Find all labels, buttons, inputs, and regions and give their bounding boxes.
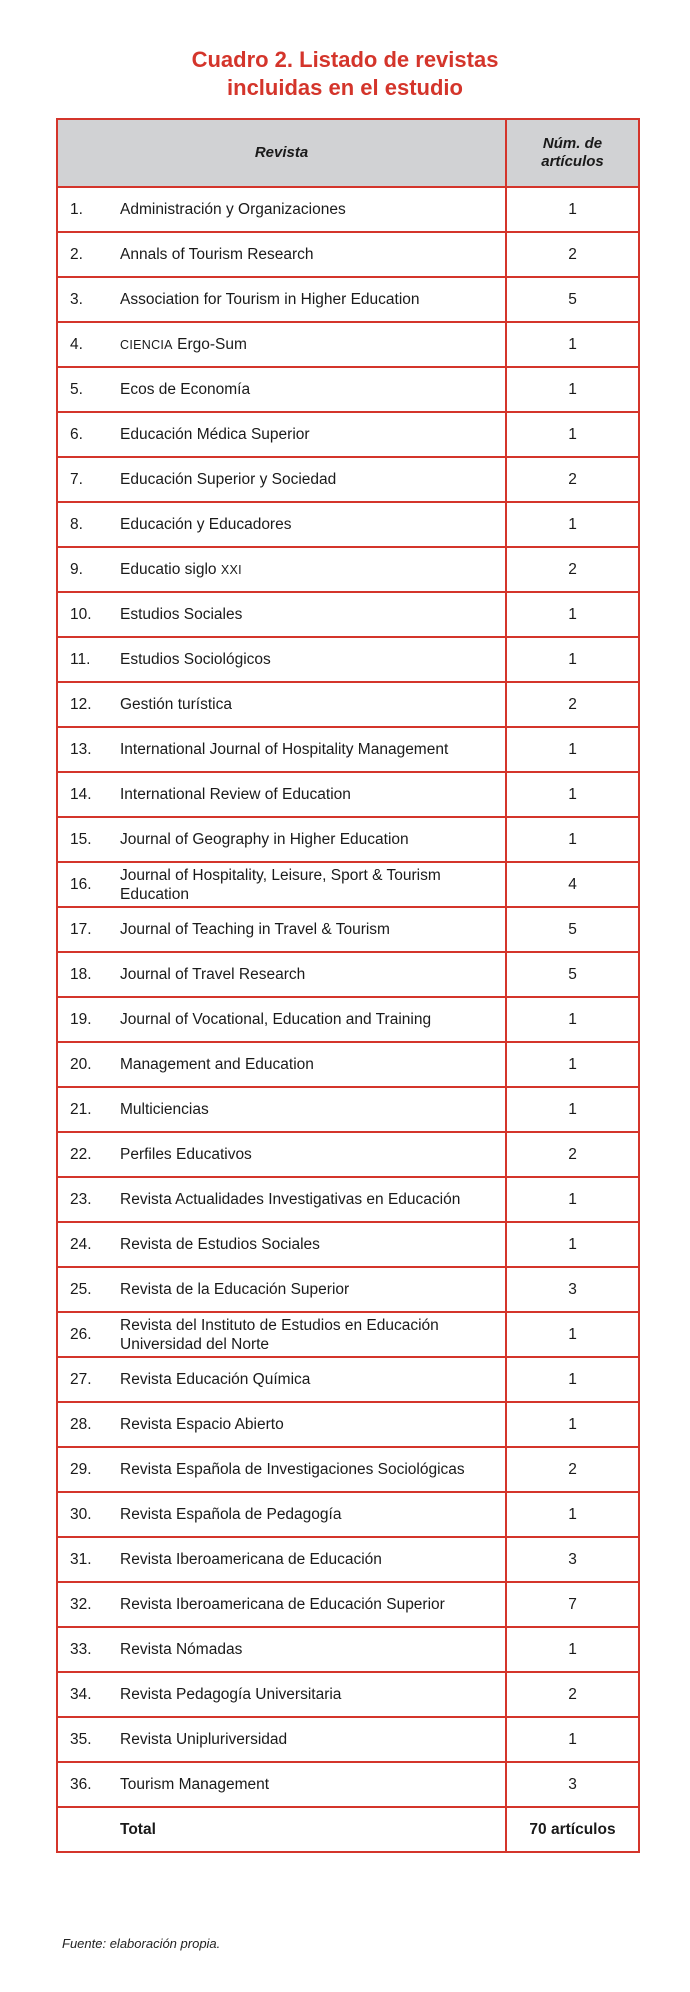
row-index: 16.	[70, 876, 92, 893]
article-count: 1	[506, 1627, 639, 1672]
journal-name-text: Revista Unipluriversidad	[120, 1731, 288, 1748]
row-index: 14.	[70, 786, 92, 803]
journal-name-text: Revista Educación Química	[120, 1371, 311, 1388]
journal-cell	[57, 1762, 506, 1807]
header-revista: Revista	[57, 119, 506, 187]
journal-name-text: Ecos de Economía	[120, 381, 251, 398]
journal-name-text: Ergo-Sum	[172, 335, 247, 353]
table-row	[57, 907, 639, 952]
journal-name	[120, 1730, 505, 1749]
journal-name-text: Estudios Sociológicos	[120, 651, 271, 668]
row-index: 22.	[70, 1146, 92, 1163]
article-count: 5	[506, 907, 639, 952]
journal-cell	[57, 367, 506, 412]
journal-cell	[57, 1177, 506, 1222]
table-row	[57, 1312, 639, 1357]
article-count: 1	[506, 1492, 639, 1537]
journal-name-text: Perfiles Educativos	[120, 1146, 252, 1163]
journal-name-text: International Journal of Hospitality Management	[120, 741, 449, 758]
journal-name-text: Revista Nómadas	[120, 1641, 243, 1658]
journal-cell	[57, 232, 506, 277]
journal-cell	[57, 1132, 506, 1177]
article-count: 2	[506, 232, 639, 277]
journal-name-text: Estudios Sociales	[120, 606, 243, 623]
row-index: 23.	[70, 1191, 92, 1208]
article-count: 2	[506, 457, 639, 502]
table-row	[57, 1222, 639, 1267]
table-row	[57, 1627, 639, 1672]
row-index: 28.	[70, 1416, 92, 1433]
journal-cell	[57, 187, 506, 232]
table-title-line1: Cuadro 2. Listado de revistas	[191, 47, 499, 72]
total-value: 70 artículos	[506, 1807, 639, 1852]
total-label: Total	[120, 1821, 156, 1838]
article-count: 1	[506, 727, 639, 772]
journal-cell	[57, 1222, 506, 1267]
journal-cell	[57, 1042, 506, 1087]
journal-name-text: International Review of Education	[120, 786, 351, 803]
table-row	[57, 1492, 639, 1537]
journal-cell	[57, 547, 506, 592]
journal-name	[120, 560, 505, 580]
article-count: 3	[506, 1267, 639, 1312]
table-body	[57, 187, 639, 1852]
row-index: 24.	[70, 1236, 92, 1253]
journal-name	[120, 470, 505, 489]
journal-cell	[57, 1087, 506, 1132]
article-count: 2	[506, 1447, 639, 1492]
row-index: 11.	[70, 651, 91, 668]
row-index: 21.	[70, 1101, 92, 1118]
row-index: 13.	[70, 741, 92, 758]
row-index: 2.	[70, 246, 83, 263]
table-row	[57, 1042, 639, 1087]
journal-name-text: Revista Española de Pedagogía	[120, 1506, 342, 1523]
article-count: 1	[506, 502, 639, 547]
table-row	[57, 637, 639, 682]
journal-cell	[57, 1267, 506, 1312]
article-count: 5	[506, 952, 639, 997]
total-row	[57, 1807, 639, 1852]
journal-name	[120, 1685, 505, 1704]
table-row	[57, 952, 639, 997]
table-row	[57, 1087, 639, 1132]
table-header-row	[57, 119, 639, 187]
table-row	[57, 1672, 639, 1717]
article-count: 4	[506, 862, 639, 907]
journal-cell	[57, 682, 506, 727]
journal-name	[120, 1280, 505, 1299]
journal-name-text: Annals of Tourism Research	[120, 246, 314, 263]
table-row	[57, 1537, 639, 1582]
journal-cell	[57, 412, 506, 457]
row-index: 10.	[70, 606, 92, 623]
journal-cell	[57, 1357, 506, 1402]
journal-cell	[57, 1582, 506, 1627]
article-count: 1	[506, 187, 639, 232]
journal-name-text: Revista Pedagogía Universitaria	[120, 1686, 342, 1703]
article-count: 1	[506, 1717, 639, 1762]
journal-name	[120, 1100, 505, 1119]
table-title-line2: incluidas en el estudio	[227, 75, 463, 100]
article-count: 2	[506, 1132, 639, 1177]
journal-name-text: Revista de Estudios Sociales	[120, 1236, 320, 1253]
article-count: 2	[506, 547, 639, 592]
journal-name-suffix: XXI	[220, 562, 242, 577]
table-row	[57, 367, 639, 412]
table-row	[57, 1447, 639, 1492]
journal-name	[120, 290, 505, 309]
row-index: 5.	[70, 381, 83, 398]
journal-cell	[57, 457, 506, 502]
journal-name	[120, 830, 505, 849]
journal-cell	[57, 1537, 506, 1582]
row-index: 29.	[70, 1461, 92, 1478]
journal-name-text: Administración y Organizaciones	[120, 201, 346, 218]
article-count: 1	[506, 1357, 639, 1402]
article-count: 1	[506, 1087, 639, 1132]
row-index: 27.	[70, 1371, 92, 1388]
journal-name-prefix: CIENCIA	[120, 337, 173, 352]
table-row	[57, 1357, 639, 1402]
journal-cell	[57, 772, 506, 817]
journal-name-text: Tourism Management	[120, 1776, 270, 1793]
table-row	[57, 1717, 639, 1762]
journal-name	[120, 785, 505, 804]
journal-name	[120, 245, 505, 264]
table-row	[57, 727, 639, 772]
row-index: 6.	[70, 426, 83, 443]
journal-cell	[57, 592, 506, 637]
journal-cell	[57, 727, 506, 772]
row-index: 25.	[70, 1281, 92, 1298]
journal-name	[120, 515, 505, 534]
journal-name	[120, 605, 505, 624]
table-row	[57, 1582, 639, 1627]
journal-name-text: Journal of Vocational, Education and Training	[120, 1011, 432, 1028]
table-row	[57, 232, 639, 277]
journal-cell	[57, 952, 506, 997]
journal-name	[120, 1595, 505, 1614]
journal-name-text: Journal of Teaching in Travel & Tourism	[120, 921, 390, 938]
table-row	[57, 997, 639, 1042]
table-row	[57, 412, 639, 457]
journal-name	[120, 1505, 505, 1524]
journals-table	[56, 118, 640, 1853]
article-count: 1	[506, 772, 639, 817]
article-count: 1	[506, 817, 639, 862]
journal-name	[120, 1190, 505, 1209]
table-row	[57, 1402, 639, 1447]
row-index: 35.	[70, 1731, 92, 1748]
table-row	[57, 187, 639, 232]
row-index: 30.	[70, 1506, 92, 1523]
journal-name-text: Journal of Travel Research	[120, 966, 306, 983]
article-count: 1	[506, 637, 639, 682]
article-count: 1	[506, 322, 639, 367]
row-index: 26.	[70, 1326, 92, 1343]
table-row	[57, 817, 639, 862]
journal-name	[120, 335, 505, 355]
table-title	[0, 46, 690, 102]
table-row	[57, 772, 639, 817]
journal-name-text: Journal of Geography in Higher Education	[120, 831, 409, 848]
journal-name-text: Multiciencias	[120, 1101, 209, 1118]
journal-cell	[57, 817, 506, 862]
article-count: 2	[506, 1672, 639, 1717]
table-row	[57, 322, 639, 367]
journal-name	[120, 965, 505, 984]
row-index: 8.	[70, 516, 83, 533]
journal-cell	[57, 1627, 506, 1672]
article-count: 7	[506, 1582, 639, 1627]
row-index: 36.	[70, 1776, 92, 1793]
journal-name-text: Educación Superior y Sociedad	[120, 471, 337, 488]
row-index: 17.	[70, 921, 92, 938]
article-count: 3	[506, 1762, 639, 1807]
article-count: 1	[506, 1402, 639, 1447]
journal-name-text: Management and Education	[120, 1056, 314, 1073]
journal-name	[120, 740, 505, 759]
row-index: 18.	[70, 966, 92, 983]
journal-cell	[57, 907, 506, 952]
table-row	[57, 1177, 639, 1222]
row-index: 4.	[70, 336, 83, 353]
journal-cell	[57, 277, 506, 322]
journal-name-text: Revista Iberoamericana de Educación	[120, 1551, 382, 1568]
row-index: 7.	[70, 471, 83, 488]
table-row	[57, 592, 639, 637]
journal-cell	[57, 1717, 506, 1762]
journal-name	[120, 1460, 505, 1479]
journal-name-text: Revista Actualidades Investigativas en Educación	[120, 1191, 461, 1208]
table-row	[57, 457, 639, 502]
journal-name-text: Educación y Educadores	[120, 516, 292, 533]
article-count: 1	[506, 1222, 639, 1267]
row-index: 19.	[70, 1011, 92, 1028]
journal-cell	[57, 637, 506, 682]
table-row	[57, 277, 639, 322]
journal-name	[120, 1235, 505, 1254]
journal-name	[120, 1775, 505, 1794]
journal-cell	[57, 862, 506, 907]
row-index: 3.	[70, 291, 83, 308]
journal-cell	[57, 502, 506, 547]
journal-name	[120, 1145, 505, 1164]
journal-cell	[57, 1312, 506, 1357]
journal-name	[120, 920, 505, 939]
table-row	[57, 547, 639, 592]
journal-name	[120, 1055, 505, 1074]
journal-name	[120, 200, 505, 219]
article-count: 1	[506, 997, 639, 1042]
journal-name	[120, 425, 505, 444]
header-num-line2: artículos	[541, 153, 604, 170]
journal-name	[120, 1316, 505, 1354]
article-count: 1	[506, 412, 639, 457]
journal-name	[120, 1550, 505, 1569]
total-label-cell	[57, 1807, 506, 1852]
journal-name	[120, 650, 505, 669]
journal-name	[120, 695, 505, 714]
article-count: 1	[506, 1177, 639, 1222]
journal-name	[120, 380, 505, 399]
row-index: 31.	[70, 1551, 92, 1568]
header-num-line1: Núm. de	[542, 135, 603, 152]
table-row	[57, 682, 639, 727]
row-index: 33.	[70, 1641, 92, 1658]
journal-name-text: Gestión turística	[120, 696, 232, 713]
journal-name-text: Revista Espacio Abierto	[120, 1416, 284, 1433]
header-num-articulos	[506, 119, 639, 187]
journal-name-text: Association for Tourism in Higher Education	[120, 291, 420, 308]
journal-cell	[57, 1402, 506, 1447]
journal-cell	[57, 322, 506, 367]
journal-name-text: Educación Médica Superior	[120, 426, 310, 443]
table-row	[57, 1762, 639, 1807]
row-index: 20.	[70, 1056, 92, 1073]
article-count: 3	[506, 1537, 639, 1582]
journal-name-text: Revista Iberoamericana de Educación Superior	[120, 1596, 445, 1613]
journal-name-text: Journal of Hospitality, Leisure, Sport & Tourism Education	[120, 866, 446, 903]
article-count: 1	[506, 1042, 639, 1087]
journal-cell	[57, 997, 506, 1042]
journal-name-text: Educatio siglo	[120, 560, 221, 578]
journal-name	[120, 1640, 505, 1659]
article-count: 2	[506, 682, 639, 727]
journal-cell	[57, 1672, 506, 1717]
table-row	[57, 862, 639, 907]
row-index: 15.	[70, 831, 92, 848]
journal-name-text: Revista de la Educación Superior	[120, 1281, 350, 1298]
journal-cell	[57, 1447, 506, 1492]
table-row	[57, 1267, 639, 1312]
row-index: 9.	[70, 561, 83, 578]
article-count: 1	[506, 592, 639, 637]
source-note: Fuente: elaboración propia.	[62, 1936, 221, 1951]
journal-name-text: Revista del Instituto de Estudios en Educación Universidad del Norte	[120, 1316, 444, 1353]
journal-name	[120, 1415, 505, 1434]
row-index: 1.	[70, 201, 83, 218]
article-count: 5	[506, 277, 639, 322]
journal-name	[120, 866, 505, 904]
journal-name	[120, 1010, 505, 1029]
row-index: 12.	[70, 696, 92, 713]
article-count: 1	[506, 1312, 639, 1357]
journal-name	[120, 1370, 505, 1389]
table-row	[57, 1132, 639, 1177]
journal-name-text: Revista Española de Investigaciones Sociológicas	[120, 1461, 465, 1478]
table-row	[57, 502, 639, 547]
article-count: 1	[506, 367, 639, 412]
row-index: 32.	[70, 1596, 92, 1613]
journal-cell	[57, 1492, 506, 1537]
row-index: 34.	[70, 1686, 92, 1703]
